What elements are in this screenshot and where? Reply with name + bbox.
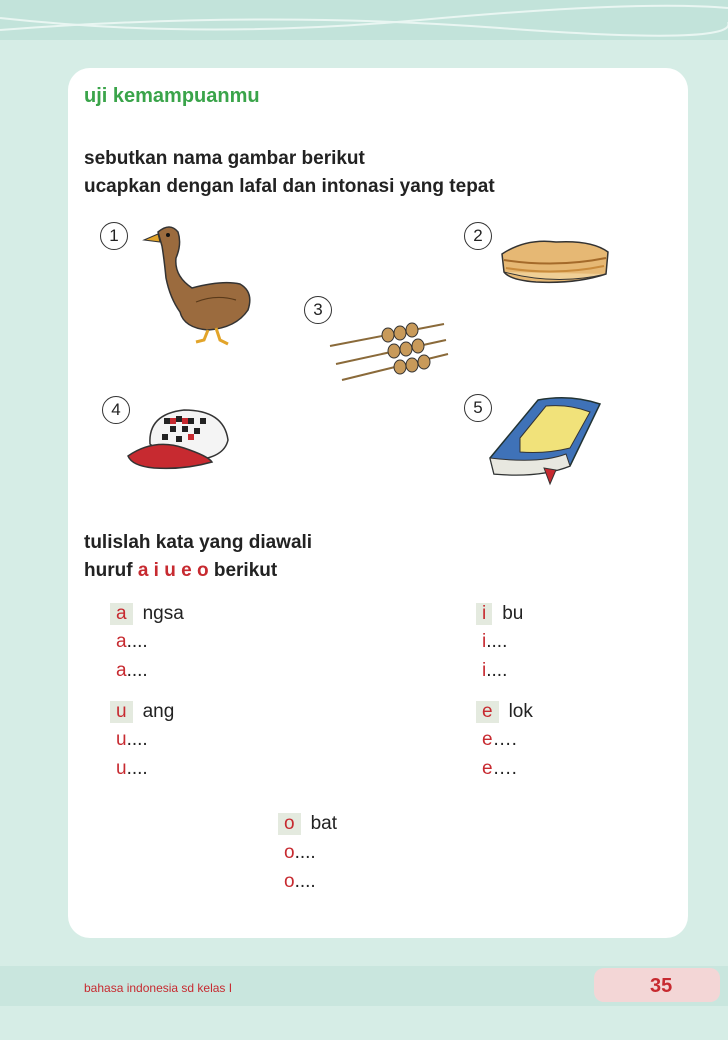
picture-number-4: 4: [102, 396, 130, 424]
instruction-line-1: sebutkan nama gambar berikut: [84, 148, 365, 169]
word-e: [476, 701, 533, 723]
word-o: [278, 813, 337, 835]
page-title: uji kemampuanmu: [84, 85, 260, 107]
exercise-suffix: berikut: [213, 560, 278, 581]
decorative-curves: [0, 0, 728, 40]
blank-i-2: i....: [482, 660, 508, 681]
exercise-line-1: tulislah kata yang diawali: [84, 532, 313, 553]
picture-number-1: 1: [100, 222, 128, 250]
letter-e: e: [476, 701, 499, 723]
satay-icon: [326, 318, 452, 386]
blank-a-1: a....: [116, 631, 148, 652]
page-number: 35: [650, 975, 673, 997]
blank-a-2: a....: [116, 660, 148, 681]
word-i: [476, 603, 523, 625]
picture-number-2: 2: [464, 222, 492, 250]
word-u-rest: ang: [142, 701, 175, 722]
letter-o: o: [278, 813, 301, 835]
word-e-rest: lok: [508, 701, 533, 722]
word-u: [110, 701, 174, 723]
blank-e-2: e….: [482, 758, 517, 779]
book-title: bahasa indonesia sd kelas I: [84, 981, 233, 995]
letter-a: a: [110, 603, 133, 625]
content-card: [68, 68, 688, 938]
picture-number-3: 3: [304, 296, 332, 324]
bread-icon: [496, 234, 616, 290]
word-a-rest: ngsa: [142, 603, 184, 624]
blank-u-2: u....: [116, 758, 148, 779]
blank-i-1: i....: [482, 631, 508, 652]
blank-o-1: o....: [284, 842, 316, 863]
instruction-line-2: ucapkan dengan lafal dan intonasi yang tepat: [84, 176, 495, 197]
blank-e-1: e….: [482, 729, 517, 750]
blank-u-1: u....: [116, 729, 148, 750]
duck-icon: [136, 218, 266, 348]
exercise-line-2: [84, 560, 277, 582]
picture-number-5: 5: [464, 394, 492, 422]
exercise-letters: a i u e o: [137, 560, 209, 581]
exercise-prefix: huruf: [84, 560, 133, 581]
word-a: [110, 603, 184, 625]
letter-u: u: [110, 701, 133, 723]
blank-o-2: o....: [284, 871, 316, 892]
letter-i: i: [476, 603, 492, 625]
top-band: [0, 0, 728, 40]
word-i-rest: bu: [502, 603, 524, 624]
word-o-rest: bat: [310, 813, 337, 834]
cap-icon: [124, 404, 236, 474]
book-icon: [480, 392, 612, 488]
